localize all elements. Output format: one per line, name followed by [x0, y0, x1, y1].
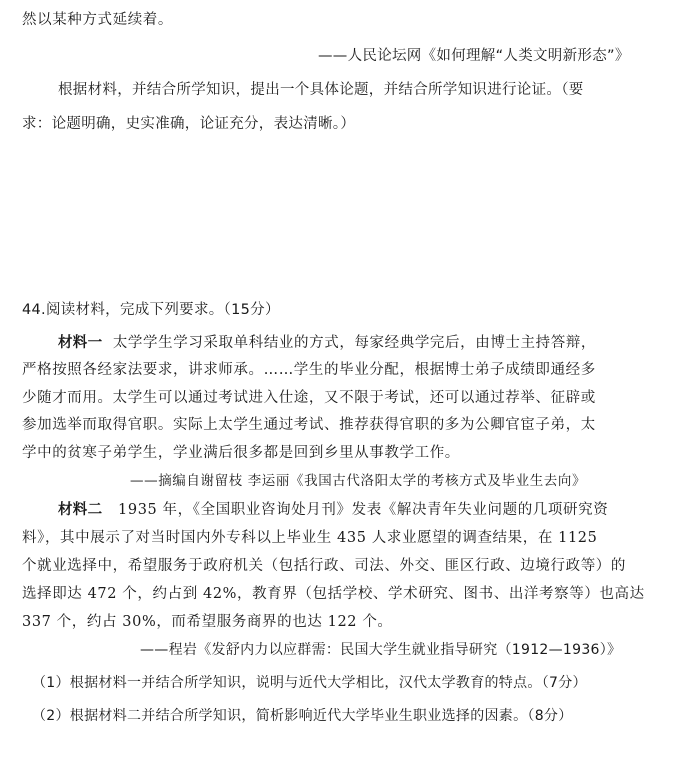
material-2-label: 材料二 [58, 502, 103, 518]
material-1-label: 材料一 [58, 335, 103, 351]
material-1-line-2: 少随才而用。太学生可以通过考试进入仕途，又不限于考试，还可以通过荐举、征辟或 [22, 390, 596, 406]
task-1: （1）根据材料一并结合所学知识，说明与近代大学相比，汉代太学教育的特点。（7分） [32, 675, 587, 691]
material-1-line-4: 学中的贫寒子弟学生，学业满后很多都是回到乡里从事教学工作。 [22, 445, 460, 461]
material-1-source: ——摘编自谢留枝 李运丽《我国古代洛阳太学的考核方式及毕业生去向》 [130, 473, 587, 489]
material-1-line-0: 太学学生学习采取单科结业的方式，每家经典学完后，由博士主持答辩， [112, 335, 597, 351]
material-2-line-2: 个就业选择中，希望服务于政府机关（包括行政、司法、外交、匪区行政、边境行政等）的 [22, 558, 626, 574]
essay-task-line-1: 根据材料，并结合所学知识，提出一个具体论题，并结合所学知识进行论证。（要 [58, 82, 584, 98]
material-2-line-0: 1935 年，《全国职业咨询处月刊》发表《解决青年失业问题的几项研究资 [118, 502, 609, 518]
material-2-source: ——程岩《发舒内力以应群需：民国大学生就业指导研究（1912—1936）》 [140, 642, 622, 658]
material-2-line-1: 料》，其中展示了对当时国内外专科以上毕业生 435 人求业愿望的调查结果，在 1125 [22, 530, 598, 546]
question-44-heading: 44.阅读材料，完成下列要求。（15分） [22, 302, 280, 318]
material-1-line-1: 严格按照各经家法要求，讲求师承。……学生的毕业分配，根据博士弟子成绩即通经多 [22, 362, 596, 378]
task-2: （2）根据材料二并结合所学知识，简析影响近代大学毕业生职业选择的因素。（8分） [32, 708, 573, 724]
continued-text-line: 然以某种方式延续着。 [22, 12, 173, 28]
material-1-first-line [58, 333, 596, 353]
material-2-first-line [58, 500, 608, 520]
essay-task-line-2: 求：论题明确，史实准确，论证充分，表达清晰。） [22, 116, 356, 132]
source-citation-renmin: ——人民论坛网《如何理解“人类文明新形态”》 [318, 48, 630, 64]
material-2-line-4: 337 个，约占 30%，而希望服务商界的也达 122 个。 [22, 614, 393, 630]
material-2-line-3: 选择即达 472 个，约占到 42%，教育界（包括学校、学术研究、图书、出洋考察等）也高达 [22, 586, 645, 602]
material-1-line-3: 参加选举而取得官职。实际上太学生通过考试、推荐获得官职的多为公卿官宦子弟，太 [22, 417, 596, 433]
